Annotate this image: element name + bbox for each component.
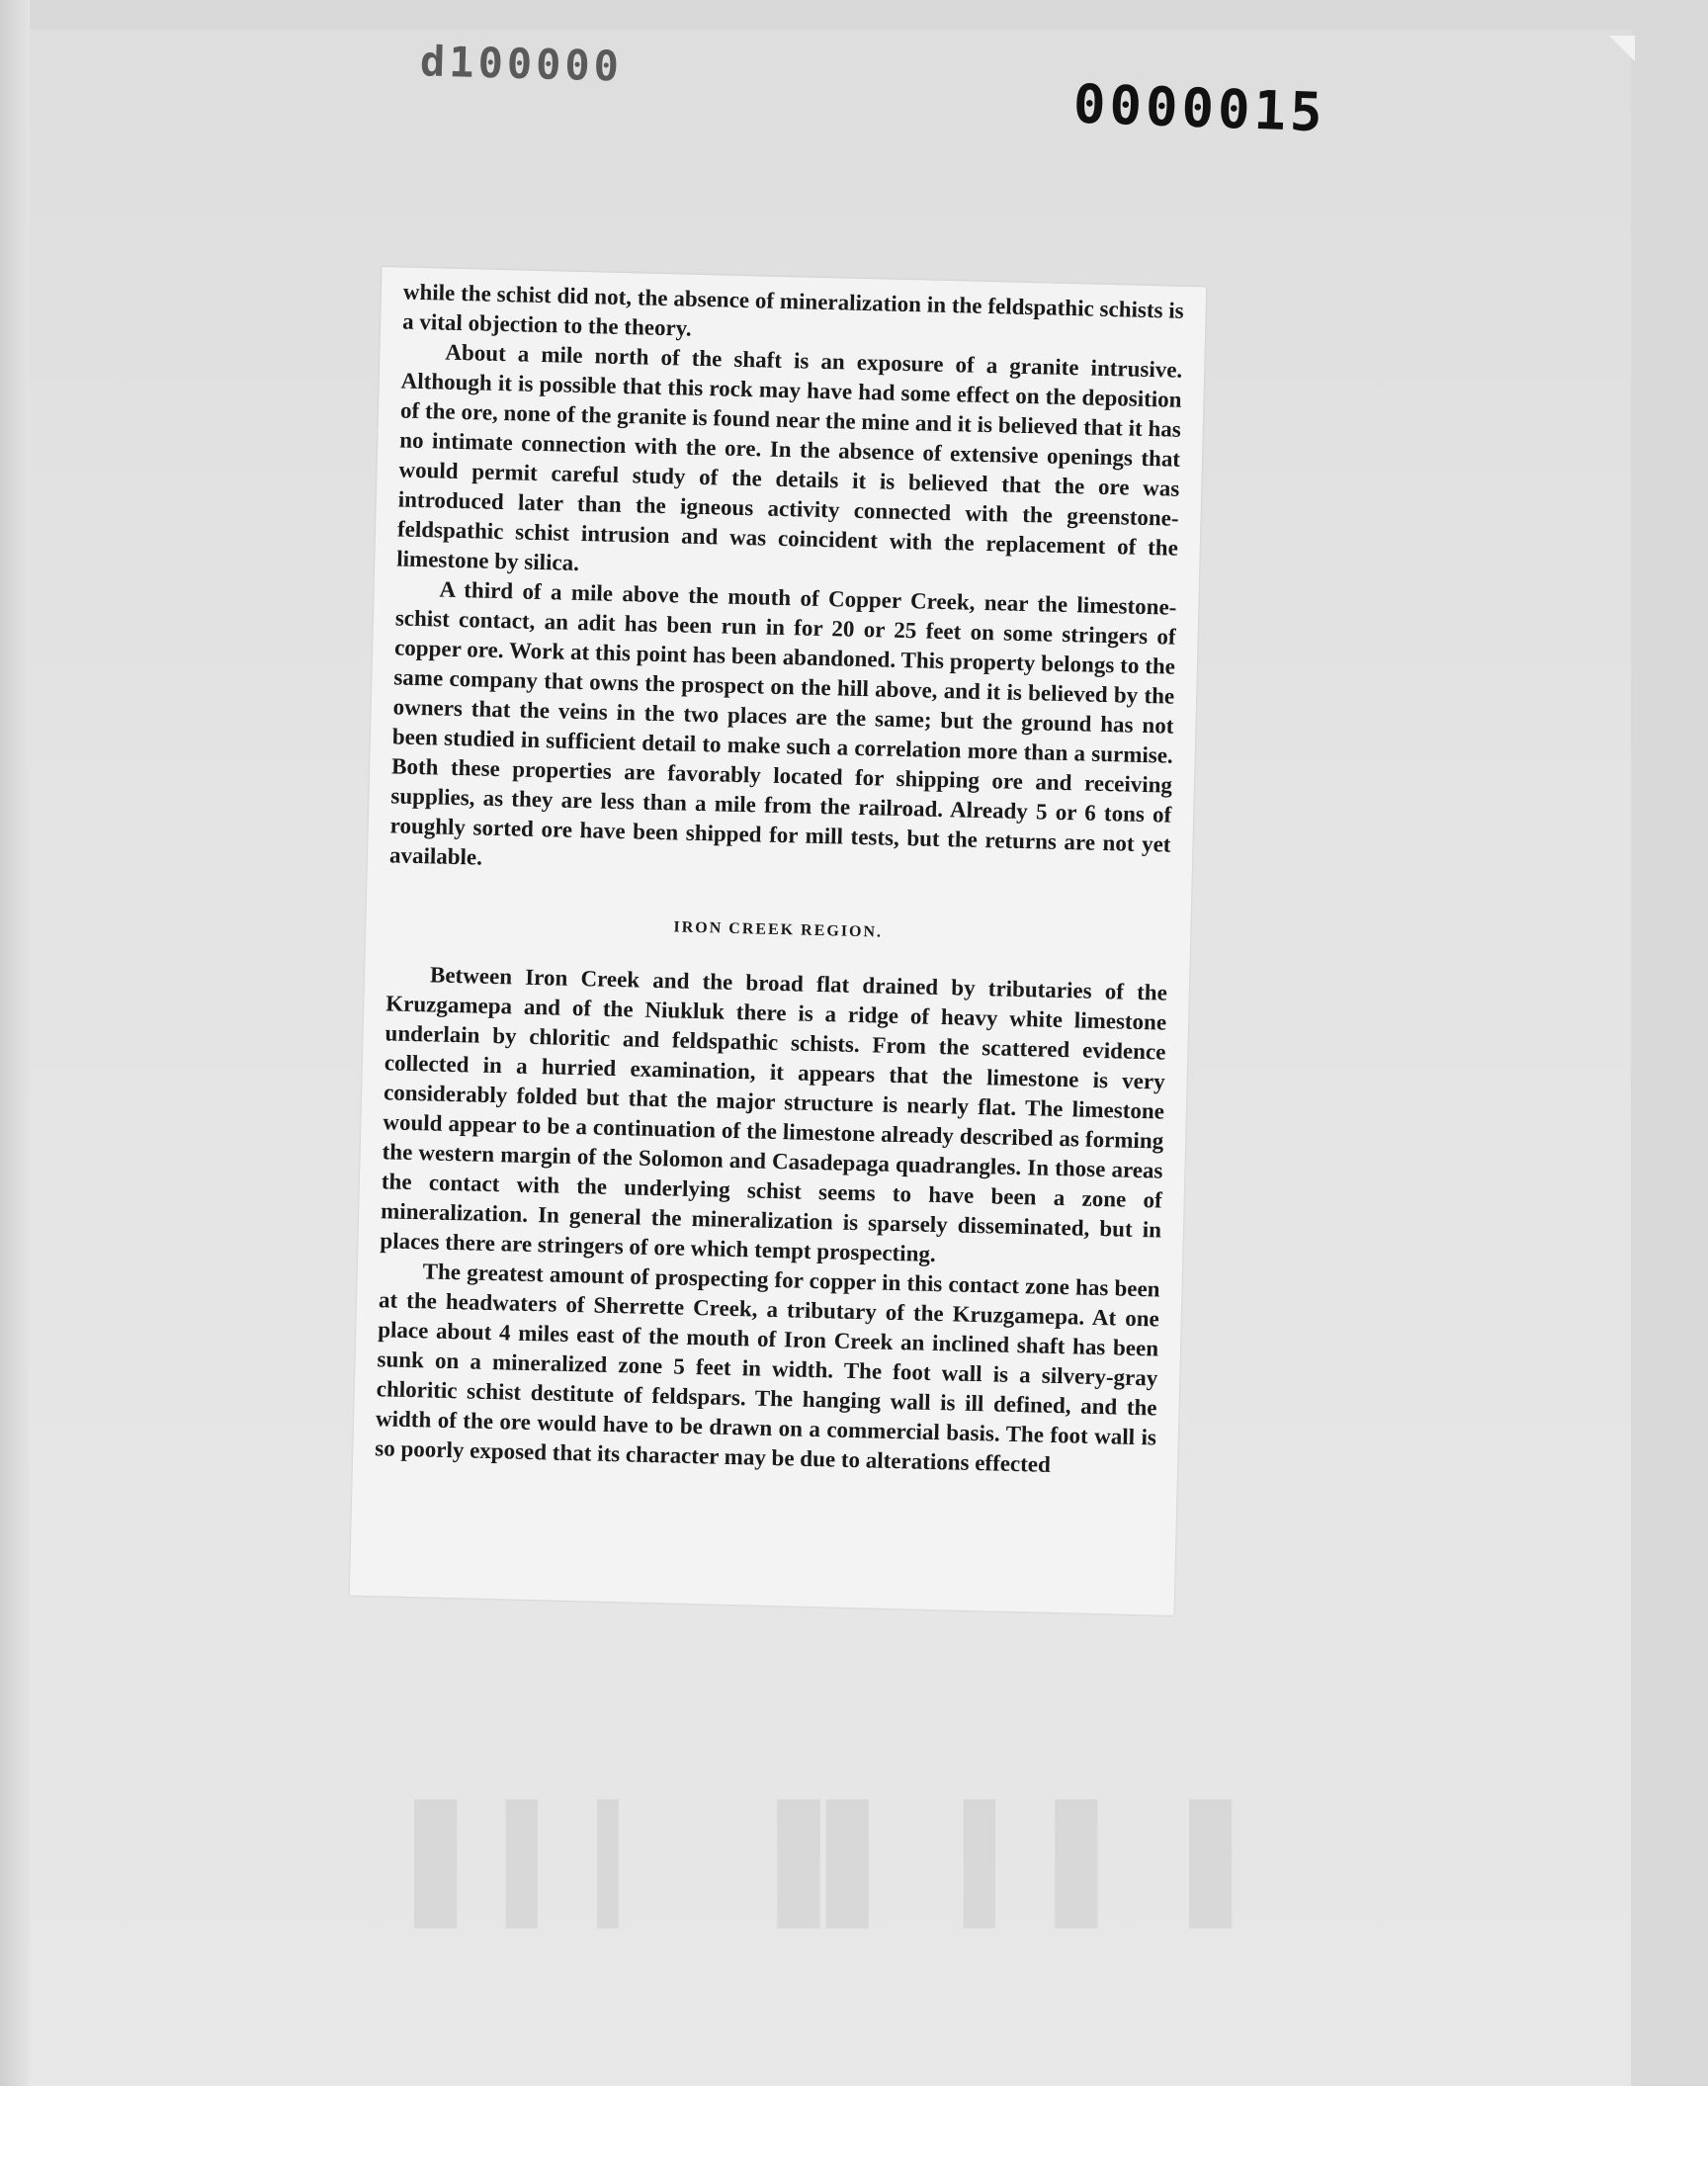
paragraph: The greatest amount of prospecting for copper in this contact zone has been at the headwaters of Sherrette Creek, a tributary of the Kruzgamepa. At one place about 4 miles east of the mouth of Iron Creek an inclined shaft has been sunk on a mineralized zone 5 feet in width. The foot wall is a silvery-gray chloritic schist destitute of feldspars. The hanging wall is ill defined, and the width of the ore would have to be drawn on a commercial basis. The foot wall is so poorly exposed that its character may be due to alterations effected (375, 1259, 1160, 1477)
bleed-through-marks: ▌▍▎ ▐▌ ▍▌▐ (415, 1799, 1239, 1927)
paragraph: A third of a mile above the mouth of Copper Creek, near the limestone-schist contact, an adit has been run in for 20 or 25 feet on some stringers of copper ore. Work at this point has been abandoned. This property belongs to the same company that owns the prospect on the hill above, and it is believed by the owners that the veins in the two places are the same; but the ground has not been studied in sufficient detail to make such a correlation more than a surmise. Both these properties are favorably located for shipping ore and receiving supplies, as they are less than a mile from the railroad. Already 5 or 6 tons of roughly sorted ore have been shipped for mill tests, but the returns are not yet available. (388, 576, 1177, 870)
sheet-folded-corner (1609, 36, 1635, 61)
scan-margin (0, 0, 30, 2175)
document-body (375, 278, 1184, 1483)
text-clipping (350, 267, 1207, 1615)
paragraph: Between Iron Creek and the broad flat drained by tributaries of the Kruzgamepa and of the Niukluk there is a ridge of heavy white limestone underlain by chloritic and feldspathic schists. From the scattered evidence collected in a hurried examination, it appears that the limestone is very considerably folded but that the major structure is nearly flat. The limestone would appear to be a continuation of the limestone already described as forming the western margin of the Solomon and Casadepaga quadrangles. In those areas the contact with the underlying schist seems to have been a zone of mineralization. In general the mineralization is sparsely disseminated, but in places there are stringers of ore which tempt prospecting. (380, 962, 1168, 1266)
paragraph: while the schist did not, the absence of mineralization in the feldspathic schists is a vital objection to the theory. (401, 279, 1185, 341)
section-heading: IRON CREEK REGION. (673, 918, 884, 941)
stamp-right: 0000015 (1071, 72, 1327, 144)
paragraph: About a mile north of the shaft is an exposure of a granite intrusive. Although it is possible that this rock may have had some effect on the deposition of the ore, none of the granite is found near the mine and it is believed that it has no intimate connection with the ore. In the absence of extensive openings that would permit careful study of the details it is believed that the ore was introduced later than the igneous activity connected with the greenstone-feldspathic schist intrusion and was coincident with the replacement of the limestone by silica. (396, 339, 1183, 575)
stamp-left: d100000 (419, 37, 624, 91)
scanner-bed (0, 2086, 1708, 2175)
